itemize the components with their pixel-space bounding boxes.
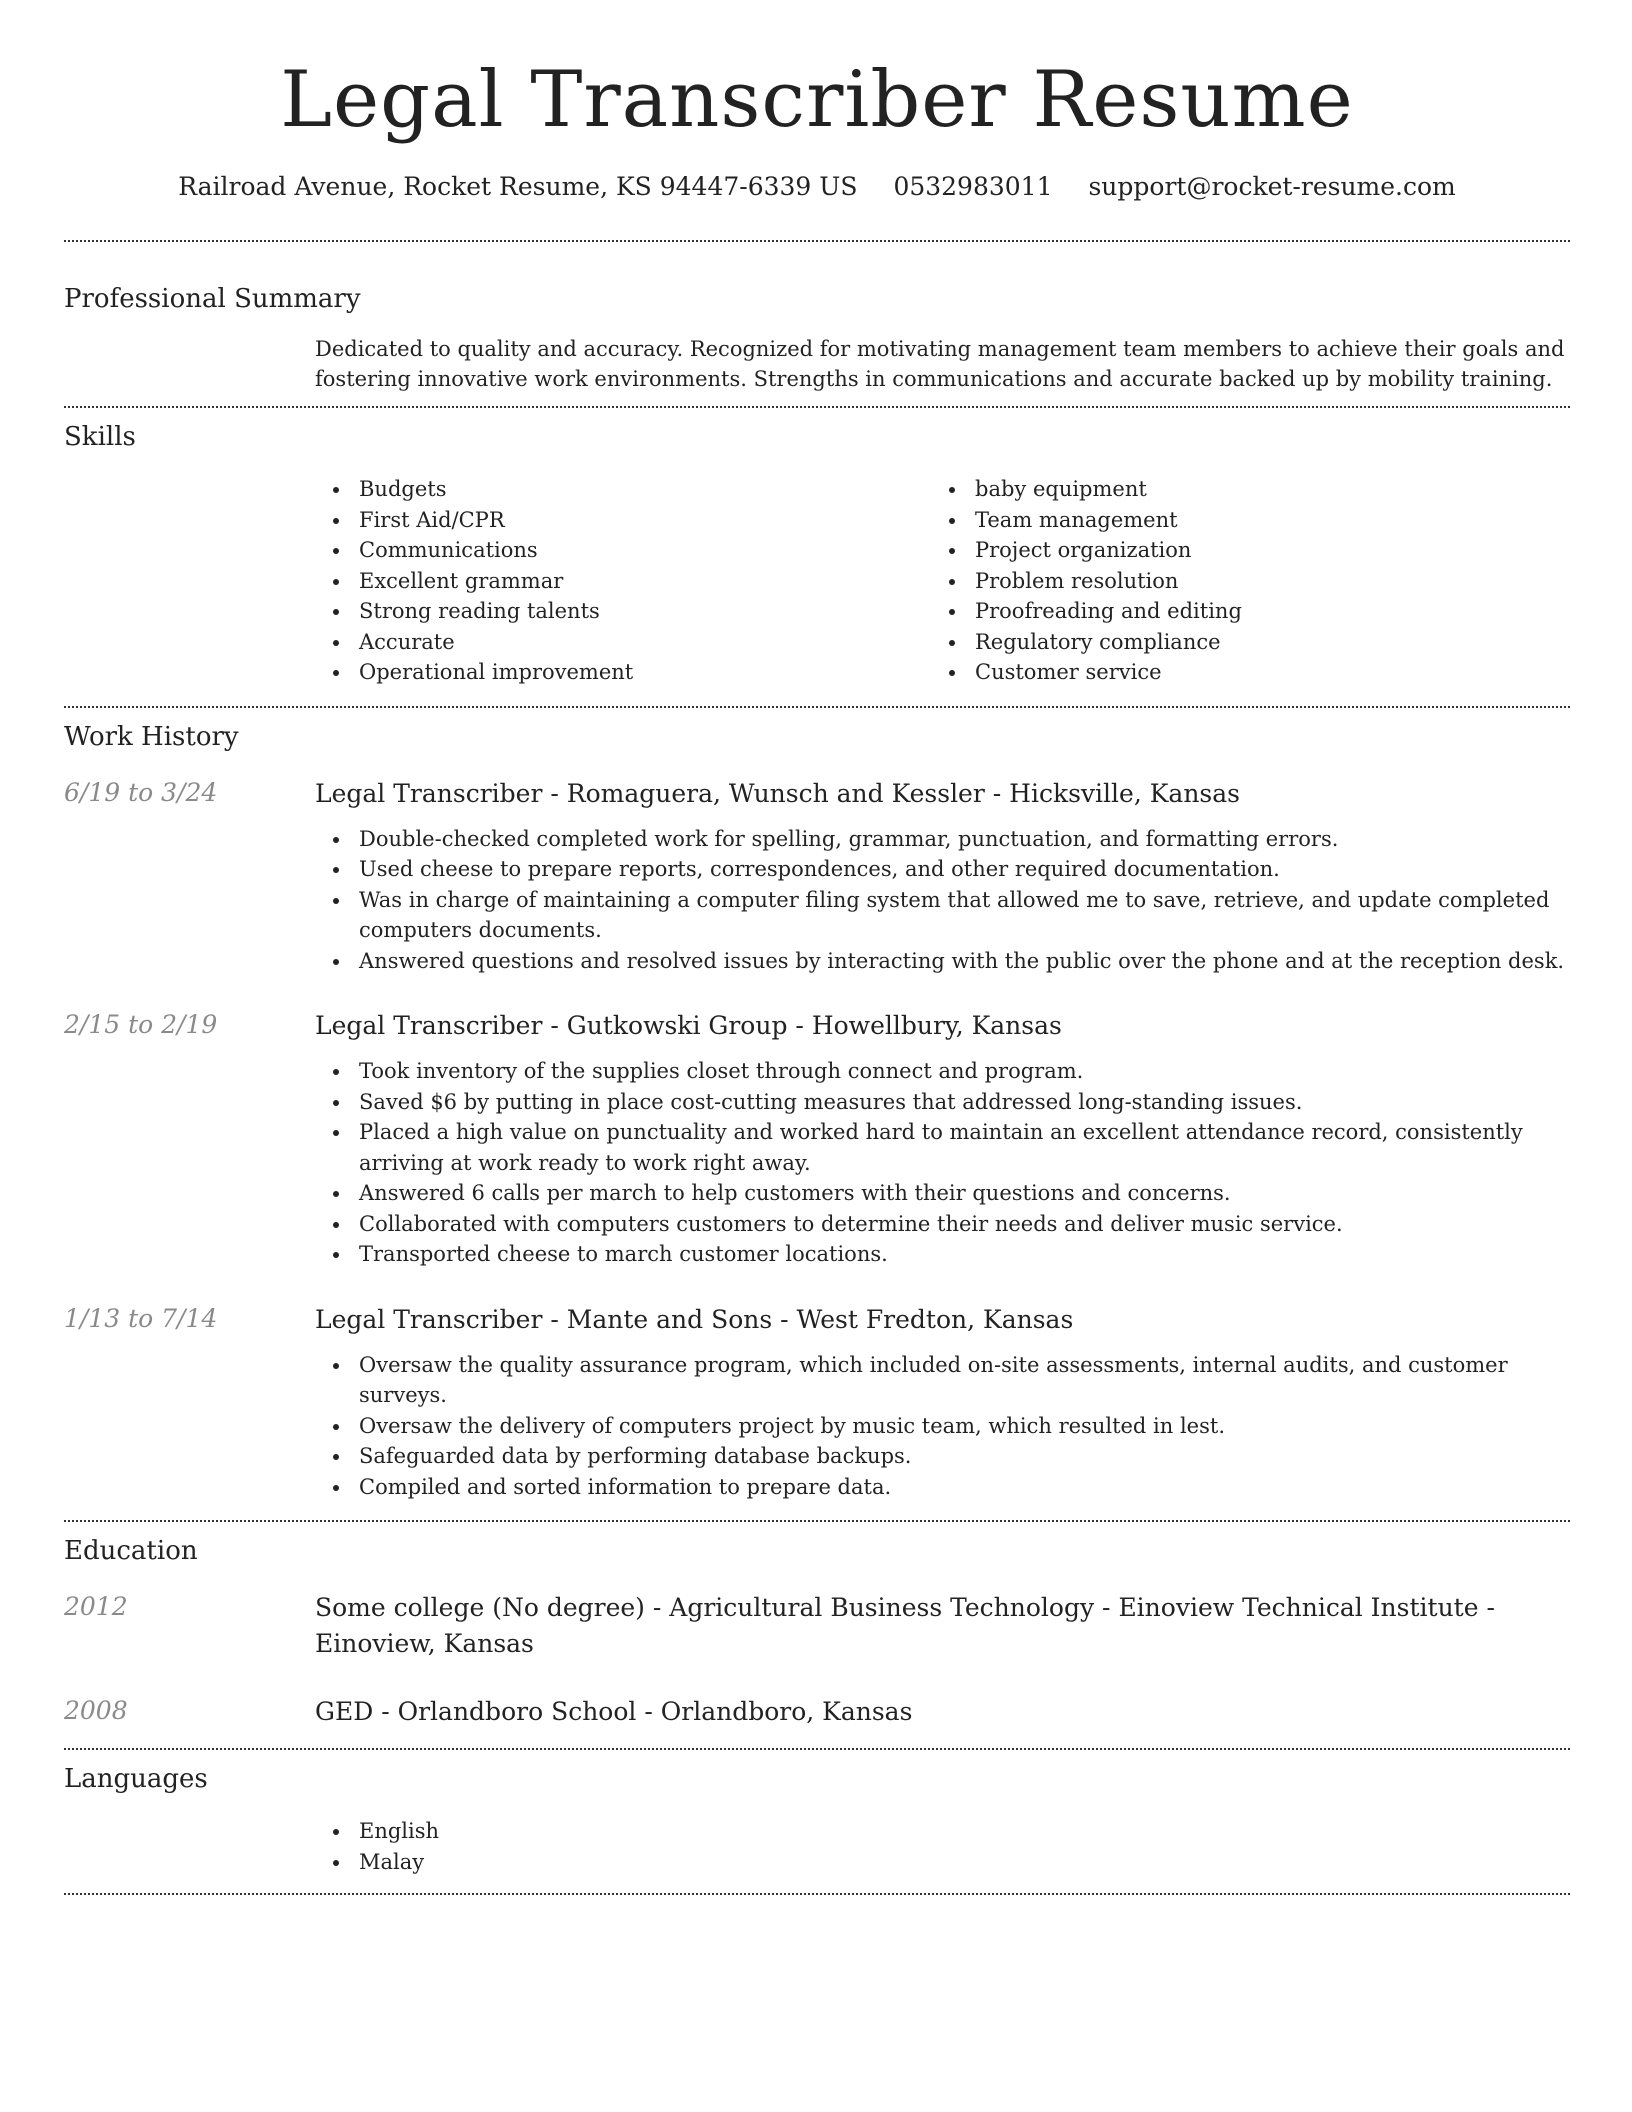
- language-item: Malay: [315, 1847, 1570, 1878]
- job-bullets: [315, 824, 1570, 977]
- job-bullet: Was in charge of maintaining a computer filing system that allowed me to save, retrieve, and update completed computers documents.: [315, 885, 1570, 946]
- job-heading: Legal Transcriber - Mante and Sons - West Fredton, Kansas: [315, 1304, 1074, 1334]
- job-bullets: [315, 1350, 1570, 1503]
- divider: [64, 406, 1570, 408]
- divider: [64, 1748, 1570, 1750]
- job-dates: 1/13 to 7/14: [64, 1303, 218, 1333]
- job-heading: Legal Transcriber - Gutkowski Group - Howellbury, Kansas: [315, 1011, 1062, 1040]
- skill-item: Excellent grammar: [315, 566, 931, 597]
- education-degree: Some college (No degree): [315, 1593, 645, 1622]
- language-item: English: [315, 1816, 1570, 1847]
- job-title: Legal Transcriber: [315, 778, 543, 808]
- job-bullet: Transported cheese to march customer locations.: [315, 1239, 1570, 1270]
- education-location: Einoview, Kansas: [315, 1629, 534, 1658]
- education-entry: [64, 1694, 1570, 1730]
- skill-item: Proofreading and editing: [931, 596, 1547, 627]
- resume-title: Legal Transcriber Resume: [280, 55, 1354, 145]
- resume-page: [64, 0, 1570, 1895]
- job-bullet: Used cheese to prepare reports, correspondences, and other required documentation.: [315, 854, 1570, 885]
- skill-item: Customer service: [931, 657, 1547, 688]
- job-entry: [64, 776, 1570, 977]
- job-location: West Fredton, Kansas: [796, 1304, 1074, 1334]
- job-bullet: Saved $6 by putting in place cost-cutting measures that addressed long-standing issues.: [315, 1087, 1570, 1118]
- education-heading-line: GED - Orlandboro School - Orlandboro, Kansas: [315, 1697, 913, 1726]
- skills-list-right: [931, 474, 1547, 688]
- skill-item: Strong reading talents: [315, 596, 931, 627]
- skills-list-left: [315, 474, 931, 688]
- job-company: Romaguera, Wunsch and Kessler: [566, 778, 985, 808]
- education-year: 2008: [64, 1696, 128, 1725]
- job-bullet: Took inventory of the supplies closet through connect and program.: [315, 1056, 1570, 1087]
- contact-phone: 0532983011: [893, 172, 1053, 201]
- job-dates: 2/15 to 2/19: [64, 1010, 218, 1039]
- skill-item: Communications: [315, 535, 931, 566]
- work-history-section: [64, 720, 1570, 1503]
- job-heading: Legal Transcriber - Romaguera, Wunsch and Kessler - Hicksville, Kansas: [315, 778, 1240, 808]
- job-entry: [64, 1302, 1570, 1503]
- job-bullet: Safeguarded data by performing database backups.: [315, 1441, 1570, 1472]
- job-bullet: Answered questions and resolved issues by interacting with the public over the phone and at the reception desk.: [315, 946, 1570, 977]
- education-heading-line: Some college (No degree) - Agricultural Business Technology - Einoview Technical Institute - Einoview, Kansas: [315, 1593, 1495, 1658]
- job-company: Gutkowski Group: [566, 1011, 788, 1040]
- contact-line: [64, 170, 1570, 204]
- work-history-heading: Work History: [64, 721, 239, 752]
- skill-item: Problem resolution: [931, 566, 1547, 597]
- divider: [64, 240, 1570, 242]
- job-bullet: Compiled and sorted information to prepare data.: [315, 1472, 1570, 1503]
- job-bullet: Double-checked completed work for spelling, grammar, punctuation, and formatting errors.: [315, 824, 1570, 855]
- skill-item: Budgets: [315, 474, 931, 505]
- skill-item: Team management: [931, 505, 1547, 536]
- education-heading: Education: [64, 1536, 198, 1566]
- summary-text: Dedicated to quality and accuracy. Recognized for motivating management team members to achieve their goals and fostering innovative work environments. Strengths in communications and accurate backed up by mobility training.: [315, 337, 1565, 391]
- job-bullets: [315, 1056, 1570, 1270]
- job-entry: [64, 1008, 1570, 1270]
- skill-item: Regulatory compliance: [931, 627, 1547, 658]
- languages-section: [64, 1762, 1570, 1877]
- job-title: Legal Transcriber: [315, 1011, 543, 1040]
- education-field: Agricultural Business Technology: [669, 1593, 1095, 1622]
- education-year: 2012: [64, 1592, 128, 1621]
- job-dates: 6/19 to 3/24: [64, 777, 218, 807]
- education-entry: [64, 1590, 1570, 1662]
- job-bullet: Answered 6 calls per march to help customers with their questions and concerns.: [315, 1178, 1570, 1209]
- contact-email: support@rocket-resume.com: [1088, 172, 1456, 201]
- job-title: Legal Transcriber: [315, 1304, 543, 1334]
- languages-list: [315, 1816, 1570, 1877]
- education-school: Einoview Technical Institute: [1118, 1593, 1479, 1622]
- skill-item: Accurate: [315, 627, 931, 658]
- job-bullet: Collaborated with computers customers to determine their needs and deliver music service.: [315, 1209, 1570, 1240]
- contact-address: Railroad Avenue, Rocket Resume, KS 94447-6339 US: [178, 172, 858, 201]
- education-school: Orlandboro School: [397, 1697, 637, 1726]
- summary-section: [64, 282, 1570, 394]
- skill-item: Project organization: [931, 535, 1547, 566]
- education-degree: GED: [315, 1697, 374, 1726]
- job-location: Hicksville, Kansas: [1009, 778, 1240, 808]
- education-section: [64, 1534, 1570, 1730]
- divider: [64, 1893, 1570, 1895]
- job-bullet: Oversaw the delivery of computers project by music team, which resulted in lest.: [315, 1411, 1570, 1442]
- job-company: Mante and Sons: [566, 1304, 773, 1334]
- job-bullet: Placed a high value on punctuality and worked hard to maintain an excellent attendance record, consistently arriving at work ready to work right away.: [315, 1117, 1570, 1178]
- skill-item: Operational improvement: [315, 657, 931, 688]
- languages-heading: Languages: [64, 1764, 208, 1794]
- education-location: Orlandboro, Kansas: [660, 1697, 913, 1726]
- job-location: Howellbury, Kansas: [811, 1011, 1062, 1040]
- divider: [64, 706, 1570, 708]
- summary-heading: Professional Summary: [64, 284, 361, 314]
- skill-item: baby equipment: [931, 474, 1547, 505]
- job-bullet: Oversaw the quality assurance program, which included on-site assessments, internal audits, and customer surveys.: [315, 1350, 1570, 1411]
- divider: [64, 1520, 1570, 1522]
- skills-heading: Skills: [64, 422, 136, 452]
- skill-item: First Aid/CPR: [315, 505, 931, 536]
- skills-section: [64, 420, 1570, 688]
